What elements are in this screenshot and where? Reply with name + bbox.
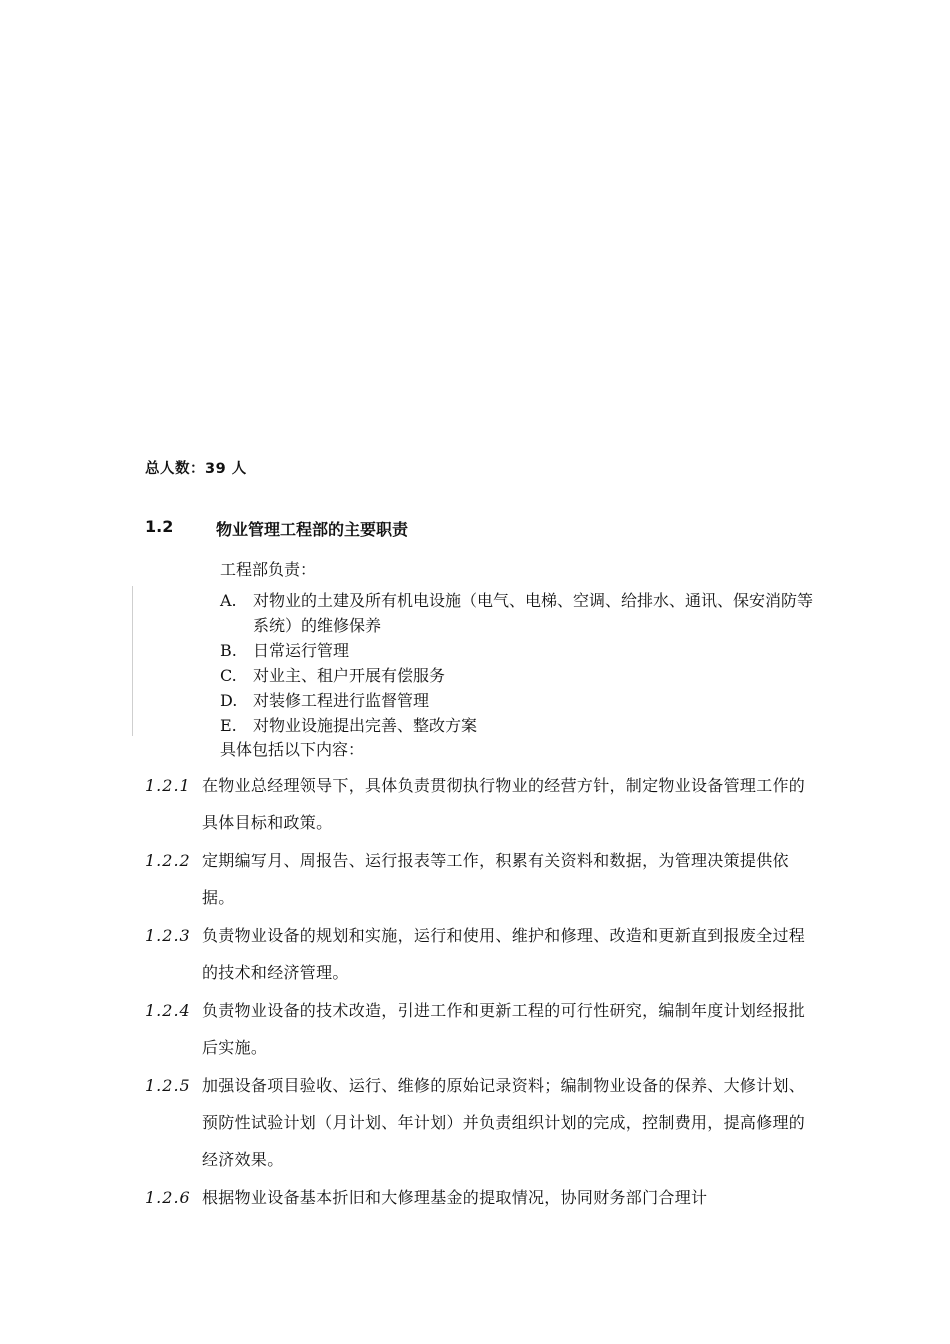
- section-intro: 工程部负责：: [220, 560, 317, 579]
- duty-number: 1.2.4: [145, 1001, 191, 1020]
- list-text: 对业主、租户开展有偿服务: [253, 666, 446, 685]
- duty-number: 1.2.6: [145, 1188, 191, 1207]
- list-text: 对物业设施提出完善、整改方案: [253, 716, 478, 735]
- list-text: 日常运行管理: [253, 641, 350, 660]
- duty-text: 负责物业设备的规划和实施，运行和使用、维护和修理、改造和更新直到报废全过程的技术和经济管理。: [202, 926, 806, 982]
- list-marker: A.: [220, 591, 237, 610]
- list-item: [220, 663, 820, 688]
- list-marker: C.: [220, 666, 237, 685]
- duty-items: [145, 767, 815, 1217]
- list-item: [220, 638, 820, 663]
- list-text: 对装修工程进行监督管理: [253, 691, 430, 710]
- duty-number: 1.2.5: [145, 1076, 191, 1095]
- duty-text: 加强设备项目验收、运行、维修的原始记录资料；编制物业设备的保养、大修计划、预防性试验计划（月计划、年计划）并负责组织计划的完成，控制费用，提高修理的经济效果。: [202, 1076, 806, 1169]
- section-outro: 具体包括以下内容：: [220, 740, 365, 759]
- list-marker: D.: [220, 691, 238, 710]
- duty-item: [145, 1179, 815, 1216]
- responsibility-list: [220, 588, 820, 738]
- list-marker: B.: [220, 641, 237, 660]
- list-item: [220, 588, 820, 638]
- duty-item: [145, 917, 815, 991]
- duty-text: 根据物业设备基本折旧和大修理基金的提取情况，协同财务部门合理计: [202, 1188, 708, 1207]
- duty-text: 定期编写月、周报告、运行报表等工作，积累有关资料和数据，为管理决策提供依据。: [202, 851, 789, 907]
- duty-number: 1.2.1: [145, 776, 191, 795]
- list-text: 对物业的土建及所有机电设施（电气、电梯、空调、给排水、通讯、保安消防等系统）的维修保养: [253, 591, 814, 635]
- duty-item: [145, 1067, 815, 1178]
- margin-rule: [132, 586, 133, 736]
- duty-item: [145, 767, 815, 841]
- duty-text: 负责物业设备的技术改造，引进工作和更新工程的可行性研究，编制年度计划经报批后实施。: [202, 1001, 806, 1057]
- list-item: [220, 713, 820, 738]
- total-people-count: 总人数：39 人: [145, 461, 247, 477]
- list-marker: E.: [220, 716, 237, 735]
- section-number: 1.2: [145, 517, 174, 536]
- duty-item: [145, 992, 815, 1066]
- list-item: [220, 688, 820, 713]
- duty-number: 1.2.3: [145, 926, 191, 945]
- section-title: 物业管理工程部的主要职责: [216, 520, 409, 539]
- duty-item: [145, 842, 815, 916]
- duty-text: 在物业总经理领导下，具体负责贯彻执行物业的经营方针，制定物业设备管理工作的具体目标和政策。: [202, 776, 806, 832]
- duty-number: 1.2.2: [145, 851, 191, 870]
